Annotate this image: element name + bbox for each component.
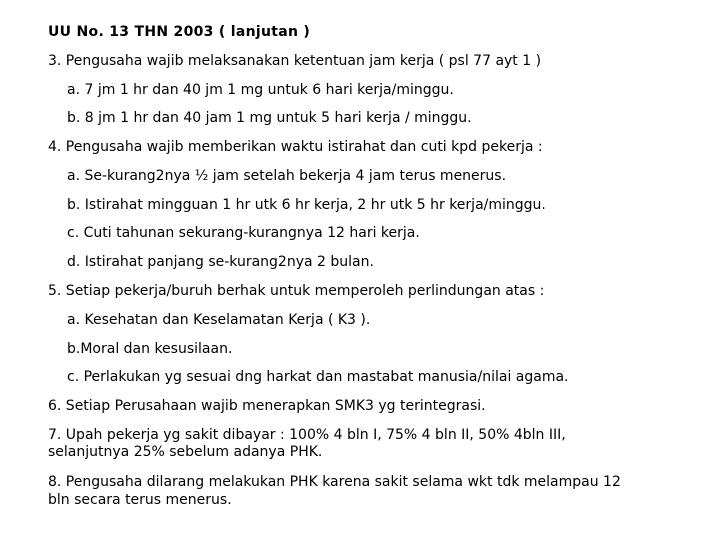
item-5-a: a. Kesehatan dan Keselamatan Kerja ( K3 ).	[67, 312, 371, 328]
item-5-c: c. Perlakukan yg sesuai dng harkat dan mastabat manusia/nilai agama.	[67, 369, 569, 385]
item-4-a: a. Se-kurang2nya ½ jam setelah bekerja 4 jam terus menerus.	[67, 168, 507, 184]
item-6: 6. Setiap Perusahaan wajib menerapkan SMK3 yg terintegrasi.	[48, 398, 486, 414]
item-5-b: b.Moral dan kesusilaan.	[67, 341, 233, 357]
item-3: 3. Pengusaha wajib melaksanakan ketentuan jam kerja ( psl 77 ayt 1 )	[48, 53, 542, 69]
document-title: UU No. 13 THN 2003 ( lanjutan )	[48, 24, 311, 40]
item-4-b: b. Istirahat mingguan 1 hr utk 6 hr kerja, 2 hr utk 5 hr kerja/minggu.	[67, 197, 546, 213]
item-3-b: b. 8 jm 1 hr dan 40 jam 1 mg untuk 5 hari kerja / minggu.	[67, 110, 472, 126]
item-4: 4. Pengusaha wajib memberikan waktu istirahat dan cuti kpd pekerja :	[48, 139, 543, 155]
item-4-c: c. Cuti tahunan sekurang-kurangnya 12 hari kerja.	[67, 225, 420, 241]
item-8-line-2: bln secara terus menerus.	[48, 492, 232, 508]
item-8-line-1: 8. Pengusaha dilarang melakukan PHK karena sakit selama wkt tdk melampau 12	[48, 474, 621, 490]
item-3-a: a. 7 jm 1 hr dan 40 jm 1 mg untuk 6 hari kerja/minggu.	[67, 82, 454, 98]
item-4-d: d. Istirahat panjang se-kurang2nya 2 bulan.	[67, 254, 374, 270]
item-7-line-1: 7. Upah pekerja yg sakit dibayar : 100% 4 bln I, 75% 4 bln II, 50% 4bln III,	[48, 427, 566, 443]
item-7-line-2: selanjutnya 25% sebelum adanya PHK.	[48, 444, 323, 460]
item-5: 5. Setiap pekerja/buruh berhak untuk memperoleh perlindungan atas :	[48, 283, 545, 299]
